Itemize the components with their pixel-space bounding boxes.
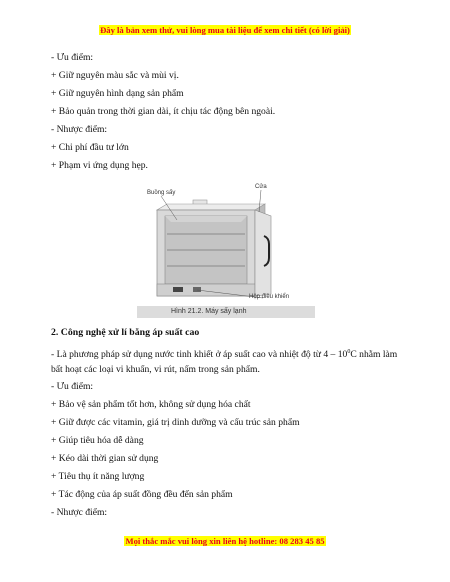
section2 <box>51 326 411 524</box>
list-item: - Ưu điểm: <box>51 381 94 392</box>
list-item: + Phạm vi ứng dụng hẹp. <box>51 160 148 171</box>
section-heading: 2. Công nghệ xử lí bằng áp suất cao <box>51 327 200 338</box>
freeze-dryer-illustration <box>137 180 315 306</box>
list-item: + Tác động của áp suất đồng đều đến sản phẩm <box>51 489 233 500</box>
freeze-dryer-figure <box>137 180 315 318</box>
list-item: + Bảo vệ sản phẩm tốt hơn, không sử dụng hóa chất <box>51 399 251 410</box>
list-item: + Tiêu thụ ít năng lượng <box>51 471 145 482</box>
paragraph-text: - Là phương pháp sử dụng nước tinh khiết ở áp suất cao và nhiệt độ từ 4 – 10 <box>51 349 348 361</box>
list-item: - Nhược điểm: <box>51 507 108 518</box>
hotline-banner <box>0 536 450 546</box>
section-paragraph <box>51 345 411 380</box>
label-door: Cửa <box>255 184 267 190</box>
paragraph-text: C nhằm làm bất hoạt các loại vi khuẩn, vi rút, nấm trong sản phẩm. <box>51 349 398 376</box>
list-item: + Giúp tiêu hóa dễ dàng <box>51 435 144 446</box>
figure-caption: Hình 21.2. Máy sấy lạnh <box>137 306 315 318</box>
list-item: + Giữ nguyên màu sắc và mùi vị. <box>51 70 179 81</box>
list-item: - Ưu điểm: <box>51 52 94 63</box>
list-item: + Kéo dài thời gian sử dụng <box>51 453 159 464</box>
list-item: + Chi phí đầu tư lớn <box>51 142 129 153</box>
preview-banner-text: Đây là bản xem thử, vui lòng mua tài liệu để xem chi tiết (có lời giải) <box>100 25 350 35</box>
section1-list <box>51 51 411 177</box>
label-control-box: Hộp điều khiển <box>249 294 290 300</box>
list-item: - Nhược điểm: <box>51 124 108 135</box>
list-item: + Bảo quản trong thời gian dài, ít chịu tác động bên ngoài. <box>51 106 276 117</box>
superscript: 0 <box>347 349 351 355</box>
list-item: + Giữ được các vitamin, giá trị dinh dưỡng và cấu trúc sản phẩm <box>51 417 300 428</box>
hotline-banner-text: Mọi thắc mắc vui lòng xin liên hệ hotline: 08 283 45 85 <box>125 536 325 546</box>
label-chamber: Buồng sấy <box>147 190 176 196</box>
list-item: + Giữ nguyên hình dạng sản phẩm <box>51 88 184 99</box>
preview-banner <box>0 25 450 35</box>
